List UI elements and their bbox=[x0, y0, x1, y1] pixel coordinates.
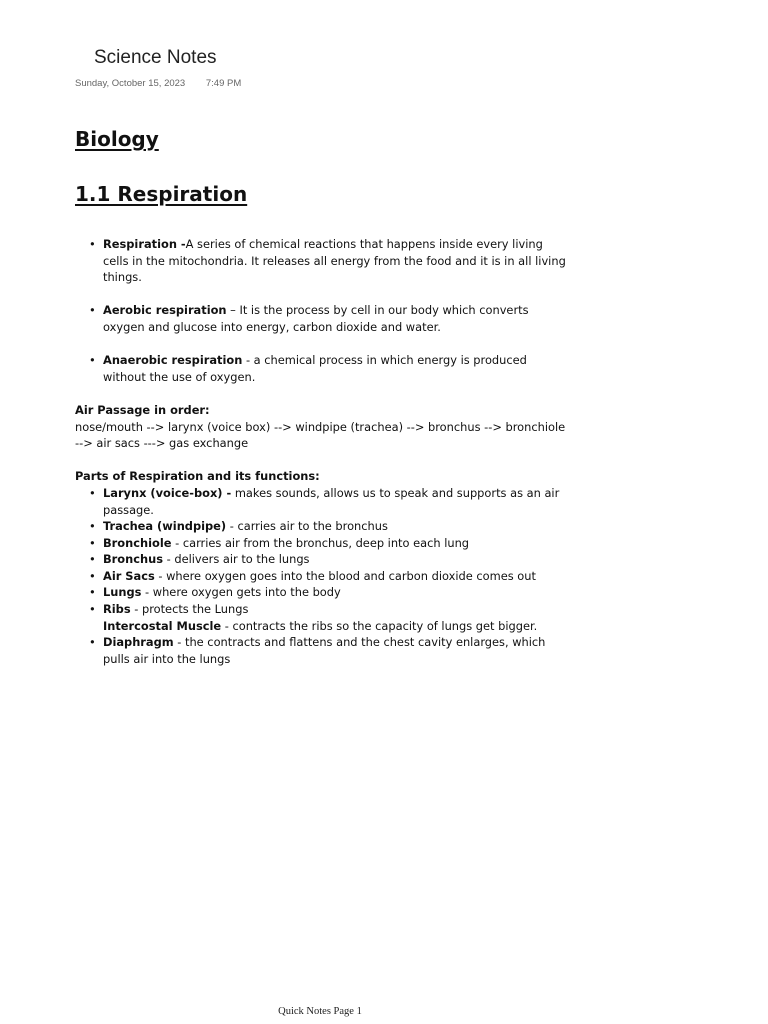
definition: makes sounds, allows us to speak and supports as an air passage. bbox=[103, 485, 560, 517]
list-item bbox=[75, 551, 570, 568]
definition: - a chemical process in which energy is produced without the use of oxygen. bbox=[103, 353, 527, 384]
list-item bbox=[75, 584, 570, 601]
list-item bbox=[75, 485, 570, 518]
list-item bbox=[75, 236, 570, 286]
term: Bronchiole bbox=[103, 535, 172, 550]
parts-heading: Parts of Respiration and its functions: bbox=[75, 469, 320, 484]
sub-item bbox=[75, 618, 570, 635]
list-item bbox=[75, 302, 570, 335]
term: Ribs bbox=[103, 602, 131, 617]
definition: - contracts the ribs so the capacity of lungs get bigger. bbox=[221, 618, 538, 633]
definition: - carries air to the bronchus bbox=[226, 519, 388, 534]
heading-respiration: 1.1 Respiration bbox=[75, 182, 248, 206]
list-item bbox=[75, 601, 570, 618]
page-title: Science Notes bbox=[94, 47, 217, 68]
definition: - the contracts and flattens and the chest cavity enlarges, which pulls air into the lungs bbox=[103, 635, 546, 666]
definition: A series of chemical reactions that happens inside every living cells in the mitochondria. It releases all energy from the food and it is in all living things. bbox=[103, 237, 566, 285]
parts-list bbox=[75, 485, 570, 618]
definitions-list bbox=[75, 236, 570, 385]
definition: - where oxygen goes into the blood and carbon dioxide comes out bbox=[154, 568, 536, 583]
page-time: 7:49 PM bbox=[205, 78, 242, 89]
list-item bbox=[75, 535, 570, 552]
air-passage-heading: Air Passage in order: bbox=[75, 402, 210, 417]
term: Respiration - bbox=[103, 237, 186, 251]
definition: - delivers air to the lungs bbox=[162, 552, 310, 567]
parts-list-continued bbox=[75, 634, 570, 667]
air-passage-text: nose/mouth --> larynx (voice box) --> windpipe (trachea) --> bronchus --> bronchiole --> air sacs ---> gas exchange bbox=[75, 419, 566, 451]
term: Trachea (windpipe) bbox=[103, 519, 227, 534]
definition: - where oxygen gets into the body bbox=[141, 585, 341, 600]
term: Aerobic respiration bbox=[103, 303, 227, 318]
heading-biology: Biology bbox=[75, 127, 159, 151]
term: Diaphragm bbox=[103, 635, 174, 650]
list-item bbox=[75, 352, 570, 385]
definition: - carries air from the bronchus, deep into each lung bbox=[171, 535, 470, 550]
definition: - protects the Lungs bbox=[130, 602, 249, 617]
list-item bbox=[75, 568, 570, 585]
page-date: Sunday, October 15, 2023 bbox=[75, 78, 186, 89]
page-footer: Quick Notes Page 1 bbox=[278, 1006, 362, 1017]
term: Larynx (voice-box) - bbox=[103, 485, 232, 500]
term: Intercostal Muscle bbox=[103, 618, 222, 633]
term: Lungs bbox=[103, 585, 142, 600]
definition: – It is the process by cell in our body which converts oxygen and glucose into energy, carbon dioxide and water. bbox=[103, 303, 529, 334]
page-timestamp bbox=[75, 78, 241, 89]
term: Anaerobic respiration bbox=[103, 353, 243, 368]
notes-body bbox=[75, 236, 570, 667]
list-item bbox=[75, 518, 570, 535]
term: Bronchus bbox=[103, 552, 163, 567]
spacer bbox=[75, 452, 570, 469]
term: Air Sacs bbox=[103, 568, 155, 583]
list-item bbox=[75, 634, 570, 667]
